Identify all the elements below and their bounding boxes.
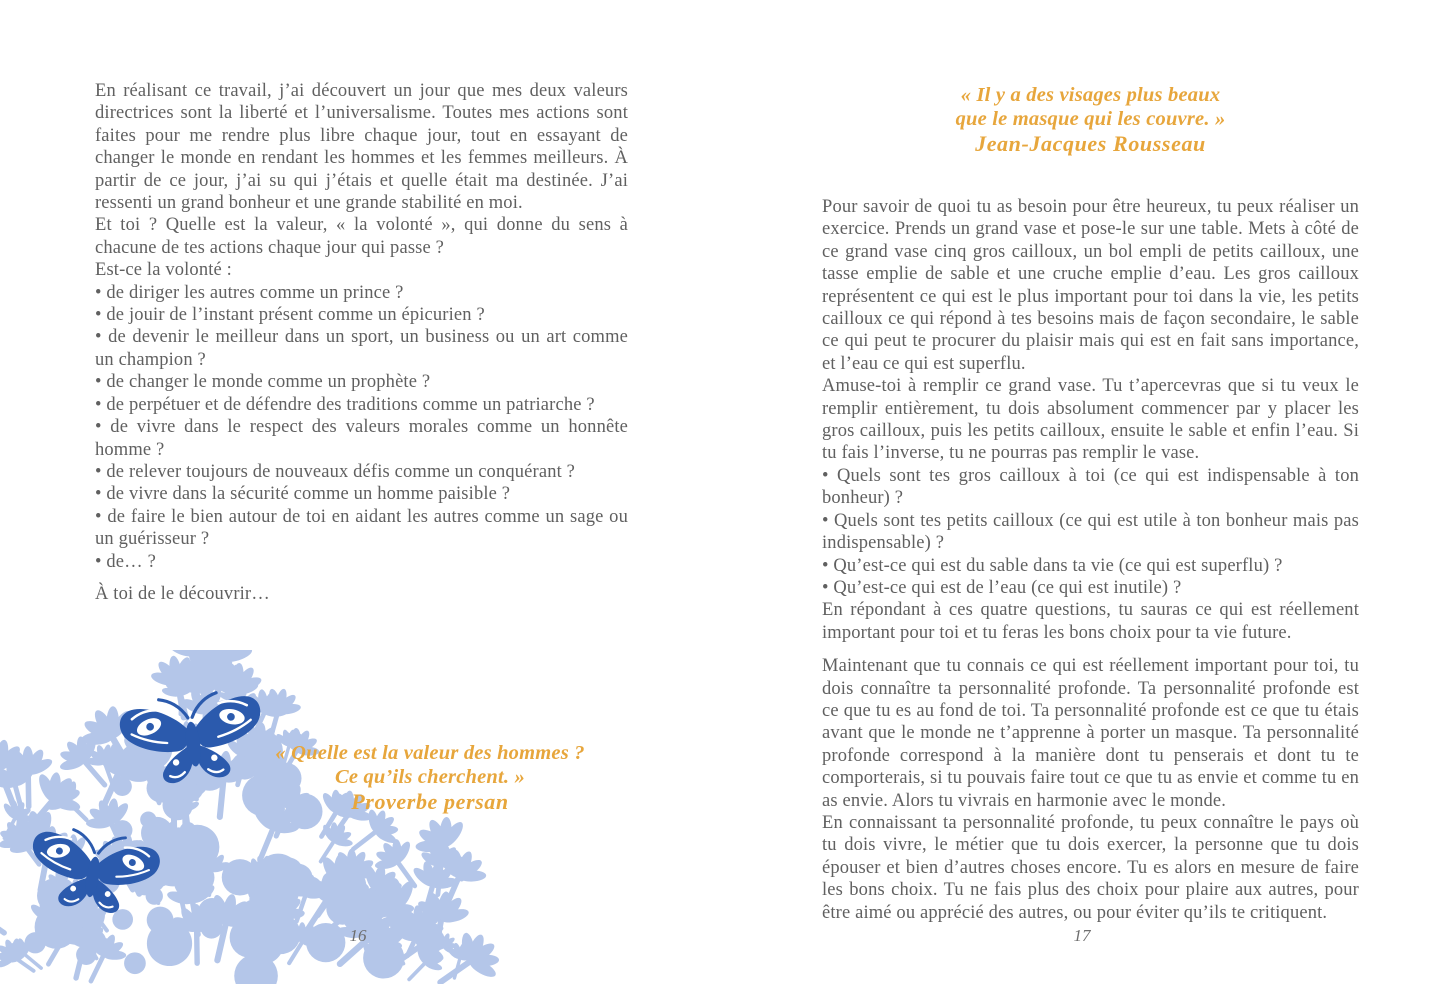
left-quote bbox=[238, 742, 622, 814]
bullet-item: • de vivre dans la sécurité comme un homme paisible ? bbox=[95, 484, 511, 505]
bullet-item: • de faire le bien autour de toi en aidant les autres comme un sage ou un guérisseur ? bbox=[95, 506, 628, 550]
right-quote bbox=[822, 84, 1359, 156]
page-number: 16 bbox=[349, 926, 367, 945]
paragraph: Maintenant que tu connais ce qui est réellement important pour toi, tu dois connaître ta personnalité profonde. Ta personnalité profonde est ce que tu es au fond de toi. Ta personnalité profonde est ce que tu étais avant que le monde ne t’apprenne à porter un masque. Ta personnalité profonde correspond à la manière dont tu penserais et dont tu te comporterais, si tu pouvais faire tout ce que tu as envie et comme tu en as envie. Alors tu vivrais en harmonie avec le monde. bbox=[822, 656, 1359, 811]
bullet-item: • Quels sont tes petits cailloux (ce qui est utile à ton bonheur mais pas indispensable) ? bbox=[822, 510, 1359, 554]
bullet-item: • Qu’est-ce qui est de l’eau (ce qui est inutile) ? bbox=[822, 577, 1182, 598]
paragraph: Est-ce la volonté : bbox=[95, 260, 232, 281]
quote-attribution: Proverbe persan bbox=[351, 789, 509, 814]
bullet-item: • de perpétuer et de défendre des traditions comme un patriarche ? bbox=[95, 394, 595, 415]
quote-attribution: Jean-Jacques Rousseau bbox=[975, 131, 1206, 156]
quote-line: que le masque qui les couvre. » bbox=[955, 107, 1226, 130]
bullet-item: • de vivre dans le respect des valeurs morales comme un honnête homme ? bbox=[95, 417, 628, 460]
left-body-text bbox=[95, 80, 628, 605]
paragraph: Amuse-toi à remplir ce grand vase. Tu t’apercevras que si tu veux le remplir entièrement, tu dois absolument commencer par y placer les gros cailloux, puis les petits cailloux, ensuite le sable et enfin l’eau. Si tu fais l’inverse, tu ne pourras pas remplir le vase. bbox=[822, 376, 1359, 464]
bullet-item: • de devenir le meilleur dans un sport, un business ou un art comme un champion ? bbox=[95, 327, 628, 370]
right-body-text bbox=[822, 196, 1359, 924]
bullet-item: • Quels sont tes gros cailloux à toi (ce qui est indispensable à ton bonheur) ? bbox=[822, 465, 1359, 509]
quote-line: Ce qu’ils cherchent. » bbox=[334, 765, 526, 788]
paragraph: Pour savoir de quoi tu as besoin pour être heureux, tu peux réaliser un exercice. Prends un grand vase et pose-le sur une table. Mets à côté de ce grand vase cinq gros cailloux, un bol empli de petits cailloux, une tasse emplie de sable et une cruche emplie d’eau. Les gros cailloux représentent ce qui est le plus important pour toi dans la vie, les petits cailloux ce qui répond à tes besoins mais de façon secondaire, le sable ce qui peut te procurer du plaisir mais qui est en fait sans importance, et l’eau ce qui est superflu. bbox=[822, 197, 1359, 374]
butterfly-icon bbox=[18, 816, 168, 934]
paragraph: En répondant à ces quatre questions, tu sauras ce qui est réellement important pour toi et tu feras les bons choix pour ta vie future. bbox=[822, 600, 1359, 643]
page-number: 17 bbox=[1073, 926, 1091, 945]
closing-line: À toi de le découvrir… bbox=[95, 583, 270, 604]
bullet-item: • de jouir de l’instant présent comme un épicurien ? bbox=[95, 305, 485, 326]
bullet-item: • de diriger les autres comme un prince ? bbox=[95, 282, 404, 303]
bullet-item: • de relever toujours de nouveaux défis comme un conquérant ? bbox=[95, 461, 576, 482]
quote-line: « Quelle est la valeur des hommes ? bbox=[275, 742, 585, 764]
bullet-item: • Qu’est-ce qui est du sable dans ta vie (ce qui est superflu) ? bbox=[822, 555, 1283, 576]
paragraph: En réalisant ce travail, j’ai découvert un jour que mes deux valeurs directrices sont la liberté et l’universalisme. Toutes mes actions sont faites pour me rendre plus libre chaque jour, tout en essayant de changer le monde en rendant les hommes et les femmes meilleurs. À partir de ce jour, j’ai su qui j’étais et quelle était ma destinée. J’ai ressenti un grand bonheur et une grande stabilité en moi. bbox=[95, 81, 628, 214]
quote-line: « Il y a des visages plus beaux bbox=[960, 84, 1221, 106]
bullet-item: • de… ? bbox=[95, 551, 156, 572]
paragraph: En connaissant ta personnalité profonde, tu peux connaître le pays où tu dois vivre, le métier que tu dois exercer, la personne que tu dois épouser et bien d’autres choses encore. Tu es alors en mesure de faire les bons choix. Tu ne fais plus des choix pour plaire aux autres, pour être aimé ou apprécié des autres, ou pour éviter qu’ils te critiquent. bbox=[822, 812, 1359, 923]
paragraph: Et toi ? Quelle est la valeur, « la volonté », qui donne du sens à chacune de tes actions chaque jour qui passe ? bbox=[95, 215, 628, 258]
bullet-item: • de changer le monde comme un prophète ? bbox=[95, 372, 431, 393]
